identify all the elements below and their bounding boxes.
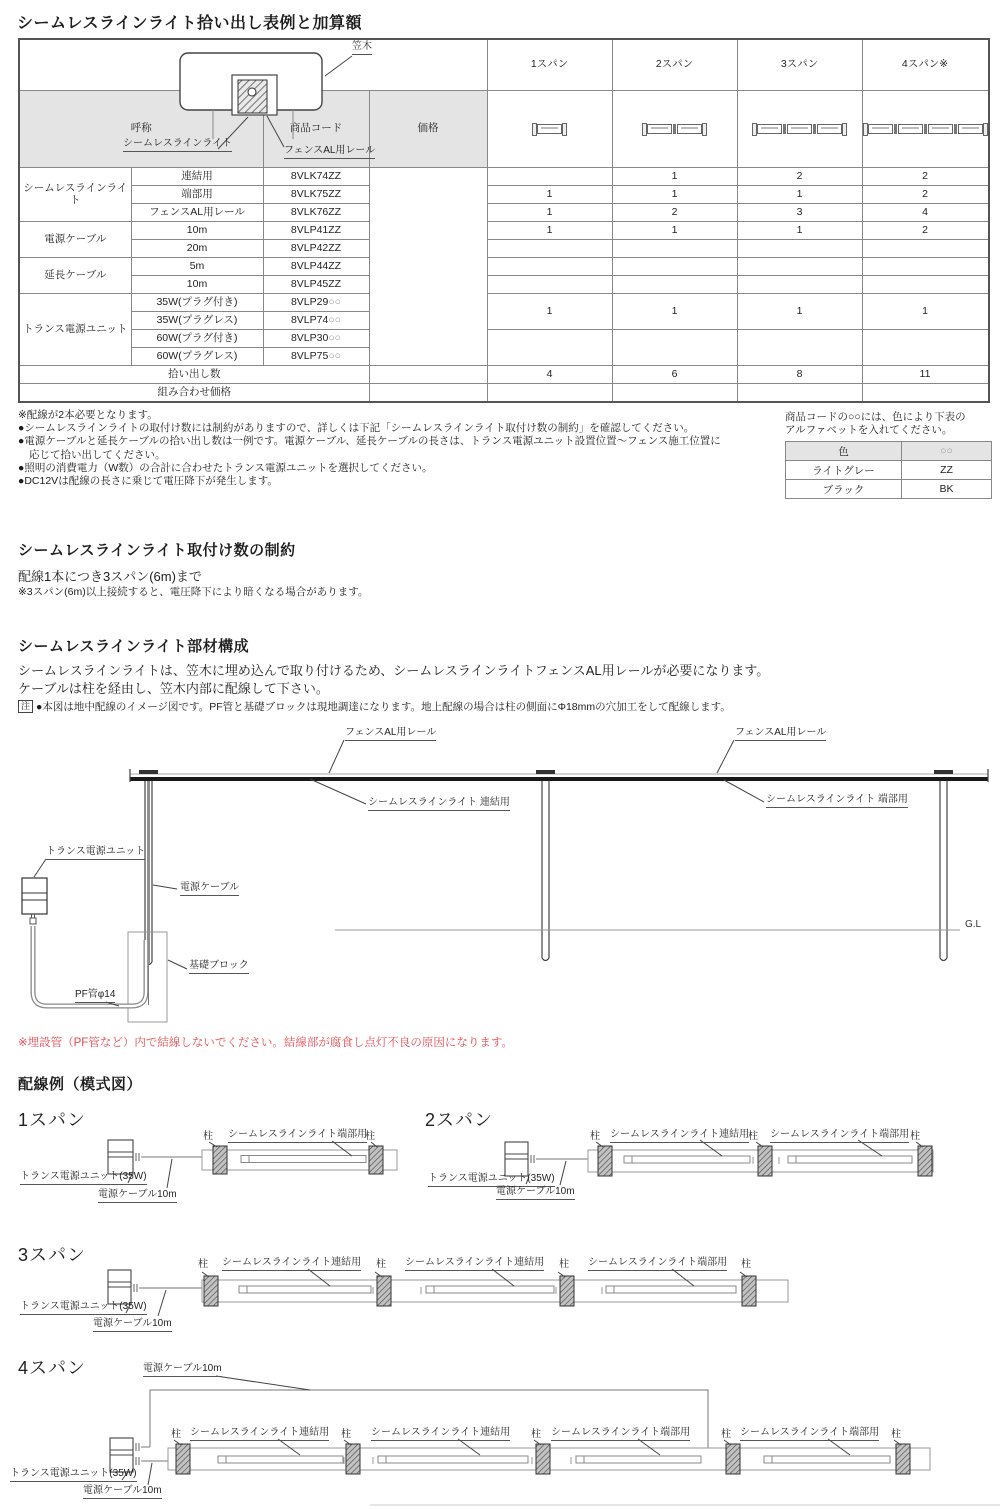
code-cell: 8VLK75ZZ (263, 186, 369, 204)
trans-label: トランス電源ユニット (46, 846, 145, 860)
qty-cell (737, 330, 862, 366)
post-label: 柱 (590, 1131, 600, 1142)
sub-name-cell: 連結用 (131, 168, 263, 186)
color-code-placeholder: ○○ (328, 313, 342, 326)
qty-cell: 2 (862, 168, 989, 186)
span-3-icon (738, 91, 862, 167)
base-block-label: 基礎ブロック (189, 960, 249, 974)
color-code-placeholder: ○○ (328, 349, 342, 362)
qty-cell (487, 168, 612, 186)
qty-cell (737, 240, 862, 258)
qty-cell: 1 (737, 222, 862, 240)
power-cable-label: 電源ケーブル10m (496, 1186, 575, 1200)
combo-price-label: 組み合わせ価格 (19, 384, 369, 403)
color-placeholder-header: ○○ (902, 442, 992, 461)
qty-cell (737, 258, 862, 276)
qty-cell: 4 (487, 366, 612, 384)
sub-name-cell: 10m (131, 276, 263, 294)
span-icon-cell-1 (487, 91, 612, 168)
pickup-count-label: 拾い出し数 (19, 366, 369, 384)
post-label: 柱 (910, 1131, 920, 1142)
color-col-header: 色 (786, 442, 902, 461)
table-row (19, 222, 989, 240)
qty-cell (487, 384, 612, 403)
trans-unit-label: トランス電源ユニット(35W) (428, 1173, 555, 1187)
renketsu-light-label: シームレスラインライト連結用 (190, 1427, 329, 1441)
qty-cell: 1 (862, 294, 989, 330)
note-line: ※配線が2本必要となります。 (18, 409, 158, 421)
wiring-1span (108, 1140, 397, 1188)
cross-section-diagram (20, 40, 485, 167)
span-1-icon (488, 91, 612, 167)
qty-cell: 1 (612, 222, 737, 240)
qty-cell: 8 (737, 366, 862, 384)
table-row (786, 480, 992, 499)
col-header-code: 商品コード (263, 91, 369, 168)
wiring-title: 配線例（模式図） (18, 1076, 143, 1093)
post-label: 柱 (891, 1429, 901, 1440)
cable-label: 電源ケーブル (180, 882, 239, 896)
parts-diagram (0, 722, 1000, 1030)
wiring-2span-title: 2スパン (425, 1110, 494, 1130)
qty-cell: 2 (862, 186, 989, 204)
color-note-line: アルファベットを入れてください。 (785, 424, 953, 437)
span-icon-cell-4 (862, 91, 989, 168)
qty-cell: 1 (487, 222, 612, 240)
col-header-name: 呼称 (19, 91, 263, 168)
trans-unit-label: トランス電源ユニット(35W) (10, 1468, 137, 1482)
sub-name-cell: 端部用 (131, 186, 263, 204)
parts-note-text: ●本図は地中配線のイメージ図です。PF管と基礎ブロックは現地調達になります。地上配線の場合は柱の側面にΦ18mmの穴加工をして配線します。 (36, 701, 731, 713)
color-note-line: 商品コードの○○には、色により下表の (785, 411, 966, 423)
sub-name-cell: 20m (131, 240, 263, 258)
qty-cell (612, 276, 737, 294)
renketsu-light-label: シームレスラインライト連結用 (222, 1257, 361, 1271)
wiring-3span (108, 1269, 788, 1316)
qty-cell: 1 (612, 294, 737, 330)
table-row (19, 168, 989, 186)
wiring-2span (505, 1140, 933, 1185)
col-header-price: 価格 (369, 91, 487, 168)
sub-name-cell: 60W(プラグレス) (131, 348, 263, 366)
post-label: 柱 (198, 1259, 208, 1270)
parts-title: シームレスラインライト部材構成 (18, 638, 250, 655)
tanbu-light-label: シームレスラインライト端部用 (551, 1427, 690, 1441)
qty-cell: 1 (612, 186, 737, 204)
qty-cell (612, 258, 737, 276)
wiring-1span-title: 1スパン (18, 1110, 87, 1130)
qty-cell (487, 276, 612, 294)
qty-cell: 1 (737, 294, 862, 330)
table-row (19, 276, 989, 294)
qty-cell (737, 384, 862, 403)
qty-cell: 4 (862, 204, 989, 222)
post-label: 柱 (559, 1259, 569, 1270)
color-table (785, 441, 992, 499)
code-cell: 8VLP45ZZ (263, 276, 369, 294)
code-cell: 8VLP41ZZ (263, 222, 369, 240)
qty-cell (487, 330, 612, 366)
table-row (19, 330, 989, 348)
table-row (19, 186, 989, 204)
ground-level-label: G.L (965, 919, 982, 930)
qty-cell: 2 (737, 168, 862, 186)
note-line: 応じて拾い出してください。 (29, 448, 166, 461)
qty-cell (612, 240, 737, 258)
span-header-3: 3スパン (737, 39, 862, 91)
renketsu-label: シームレスラインライト 連結用 (368, 797, 510, 811)
page-title: シームレスラインライト拾い出し表例と加算額 (17, 15, 363, 32)
tanbu-light-label: シームレスラインライト端部用 (588, 1257, 727, 1271)
code-cell: 8VLP30○○ (263, 330, 369, 348)
code-cell (263, 168, 369, 186)
price-cell (369, 168, 487, 366)
qty-cell: 1 (487, 186, 612, 204)
code-text: 8VLK74ZZ (290, 169, 342, 182)
wiring-4span-title: 4スパン (18, 1358, 87, 1378)
span-icon-cell-3 (737, 91, 862, 168)
trans-unit-label: トランス電源ユニット(35W) (20, 1171, 147, 1185)
table-row (19, 204, 989, 222)
qty-cell (612, 330, 737, 366)
power-cable-label: 電源ケーブル10m (83, 1485, 162, 1499)
power-cable-label: 電源ケーブル10m (93, 1318, 172, 1332)
qty-cell: 2 (862, 222, 989, 240)
code-cell: 8VLP74○○ (263, 312, 369, 330)
wiring-3span-title: 3スパン (18, 1245, 87, 1265)
post-label: 柱 (376, 1259, 386, 1270)
note-line: ●DC12Vは配線の長さに乗じて電圧降下が発生します。 (18, 475, 278, 488)
span-4-icon (863, 91, 988, 167)
note-mark-icon: 注 (18, 700, 33, 713)
tanbu-light-label: シームレスラインライト端部用 (740, 1427, 879, 1441)
parts-line2: ケーブルは柱を経由し、笠木内部に配線して下さい。 (18, 681, 329, 696)
combo-price-row (19, 384, 989, 403)
trans-unit-label: トランス電源ユニット(35W) (20, 1301, 147, 1315)
qty-cell (487, 258, 612, 276)
table-notes (18, 409, 721, 488)
qty-cell: 2 (612, 204, 737, 222)
sub-name-cell: 60W(プラグ付き) (131, 330, 263, 348)
power-cable-label: 電源ケーブル10m (98, 1189, 177, 1203)
wiring-diagrams (0, 1100, 1000, 1510)
qty-cell: 1 (487, 294, 612, 330)
group-name-cell: トランス電源ユニット (19, 294, 131, 366)
qty-cell: 1 (737, 186, 862, 204)
qty-cell (487, 240, 612, 258)
qty-cell (862, 330, 989, 366)
note-line: ●照明の消費電力（W数）の合計に合わせたトランス電源ユニットを選択してください。 (18, 461, 433, 474)
pf-pipe-label: PF管φ14 (75, 989, 115, 1003)
sub-name-cell: 5m (131, 258, 263, 276)
kasagi-label: 笠木 (352, 41, 372, 55)
color-code-note (785, 411, 966, 437)
post-label: 柱 (341, 1429, 351, 1440)
tanbu-label: シームレスラインライト 端部用 (766, 794, 908, 808)
table-row (19, 258, 989, 276)
post-label: 柱 (721, 1429, 731, 1440)
qty-cell (862, 384, 989, 403)
qty-cell (862, 276, 989, 294)
color-code-cell: ZZ (902, 461, 992, 480)
post-label: 柱 (531, 1429, 541, 1440)
group-name-cell: 電源ケーブル (19, 222, 131, 258)
post-label: 柱 (365, 1131, 375, 1142)
code-cell: 8VLP29○○ (263, 294, 369, 312)
restriction-line2: ※3スパン(6m)以上接続すると、電圧降下により暗くなる場合があります。 (18, 586, 369, 598)
renketsu-light-label: シームレスラインライト連結用 (371, 1427, 510, 1441)
restriction-line1: 配線1本につき3スパン(6m)まで (18, 569, 202, 584)
sub-name-cell: フェンスAL用レール (131, 204, 263, 222)
table-row (19, 240, 989, 258)
post-label: 柱 (203, 1131, 213, 1142)
table-row (19, 294, 989, 312)
span-header-1: 1スパン (487, 39, 612, 91)
qty-cell: 6 (612, 366, 737, 384)
rail-label-1: フェンスAL用レール (345, 727, 436, 741)
span-header-4: 4スパン※ (862, 39, 989, 91)
xsec-rail-label: フェンスAL用レール (284, 145, 375, 159)
qty-cell: 1 (612, 168, 737, 186)
span-2-icon (613, 91, 737, 167)
price-cell (369, 384, 487, 403)
group-name-cell: シームレスラインライト (19, 168, 131, 222)
color-name-cell: ブラック (786, 480, 902, 499)
price-cell (369, 366, 487, 384)
table-row (786, 442, 992, 461)
color-code-cell: BK (902, 480, 992, 499)
post-label: 柱 (741, 1259, 751, 1270)
qty-cell: 3 (737, 204, 862, 222)
sub-name-cell: 35W(プラグレス) (131, 312, 263, 330)
sub-name-cell: 35W(プラグ付き) (131, 294, 263, 312)
power-cable-label: 電源ケーブル10m (143, 1363, 222, 1377)
code-cell: 8VLP44ZZ (263, 258, 369, 276)
color-code-placeholder: ○○ (328, 331, 342, 344)
fence-posts (145, 781, 947, 965)
sub-name-cell: 10m (131, 222, 263, 240)
tanbu-light-label: シームレスラインライト端部用 (770, 1129, 909, 1143)
warning-text: ※埋設管（PF管など）内で結線しないでください。結線部が腐食し点灯不良の原因になります。 (18, 1037, 513, 1049)
code-cell: 8VLP42ZZ (263, 240, 369, 258)
parts-note (18, 700, 731, 714)
renketsu-light-label: シームレスラインライト連結用 (405, 1257, 544, 1271)
note-line: ●シームレスラインライトの取付け数には制約がありますので、詳しくは下記「シームレスラインライト取付け数の制約」を確認してください。 (18, 422, 695, 435)
qty-cell (862, 258, 989, 276)
code-cell: 8VLK76ZZ (263, 204, 369, 222)
span-icon-cell-2 (612, 91, 737, 168)
post-label: 柱 (748, 1131, 758, 1142)
qty-cell: 1 (487, 204, 612, 222)
renketsu-light-label: シームレスラインライト連結用 (610, 1129, 749, 1143)
color-name-cell: ライトグレー (786, 461, 902, 480)
qty-cell: 11 (862, 366, 989, 384)
rail-label-2: フェンスAL用レール (735, 727, 826, 741)
table-row (786, 461, 992, 480)
qty-cell (612, 384, 737, 403)
restriction-title: シームレスラインライト取付け数の制約 (18, 542, 296, 559)
xsec-light-label: シームレスラインライト (123, 138, 232, 152)
color-code-placeholder: ○○ (328, 295, 342, 308)
qty-cell (862, 240, 989, 258)
parts-line1: シームレスラインライトは、笠木に埋め込んで取り付けるため、シームレスラインライトフェンスAL用レールが必要になります。 (18, 663, 770, 678)
post-label: 柱 (171, 1429, 181, 1440)
code-cell: 8VLP75○○ (263, 348, 369, 366)
qty-cell (737, 276, 862, 294)
tanbu-light-label: シームレスラインライト端部用 (228, 1129, 367, 1143)
note-line: ●電源ケーブルと延長ケーブルの拾い出し数は一例です。電源ケーブル、延長ケーブルの長さは、トランス電源ユニット設置位置～フェンス施工位置に (18, 435, 721, 448)
pickup-count-row (19, 366, 989, 384)
group-name-cell: 延長ケーブル (19, 258, 131, 294)
span-header-2: 2スパン (612, 39, 737, 91)
